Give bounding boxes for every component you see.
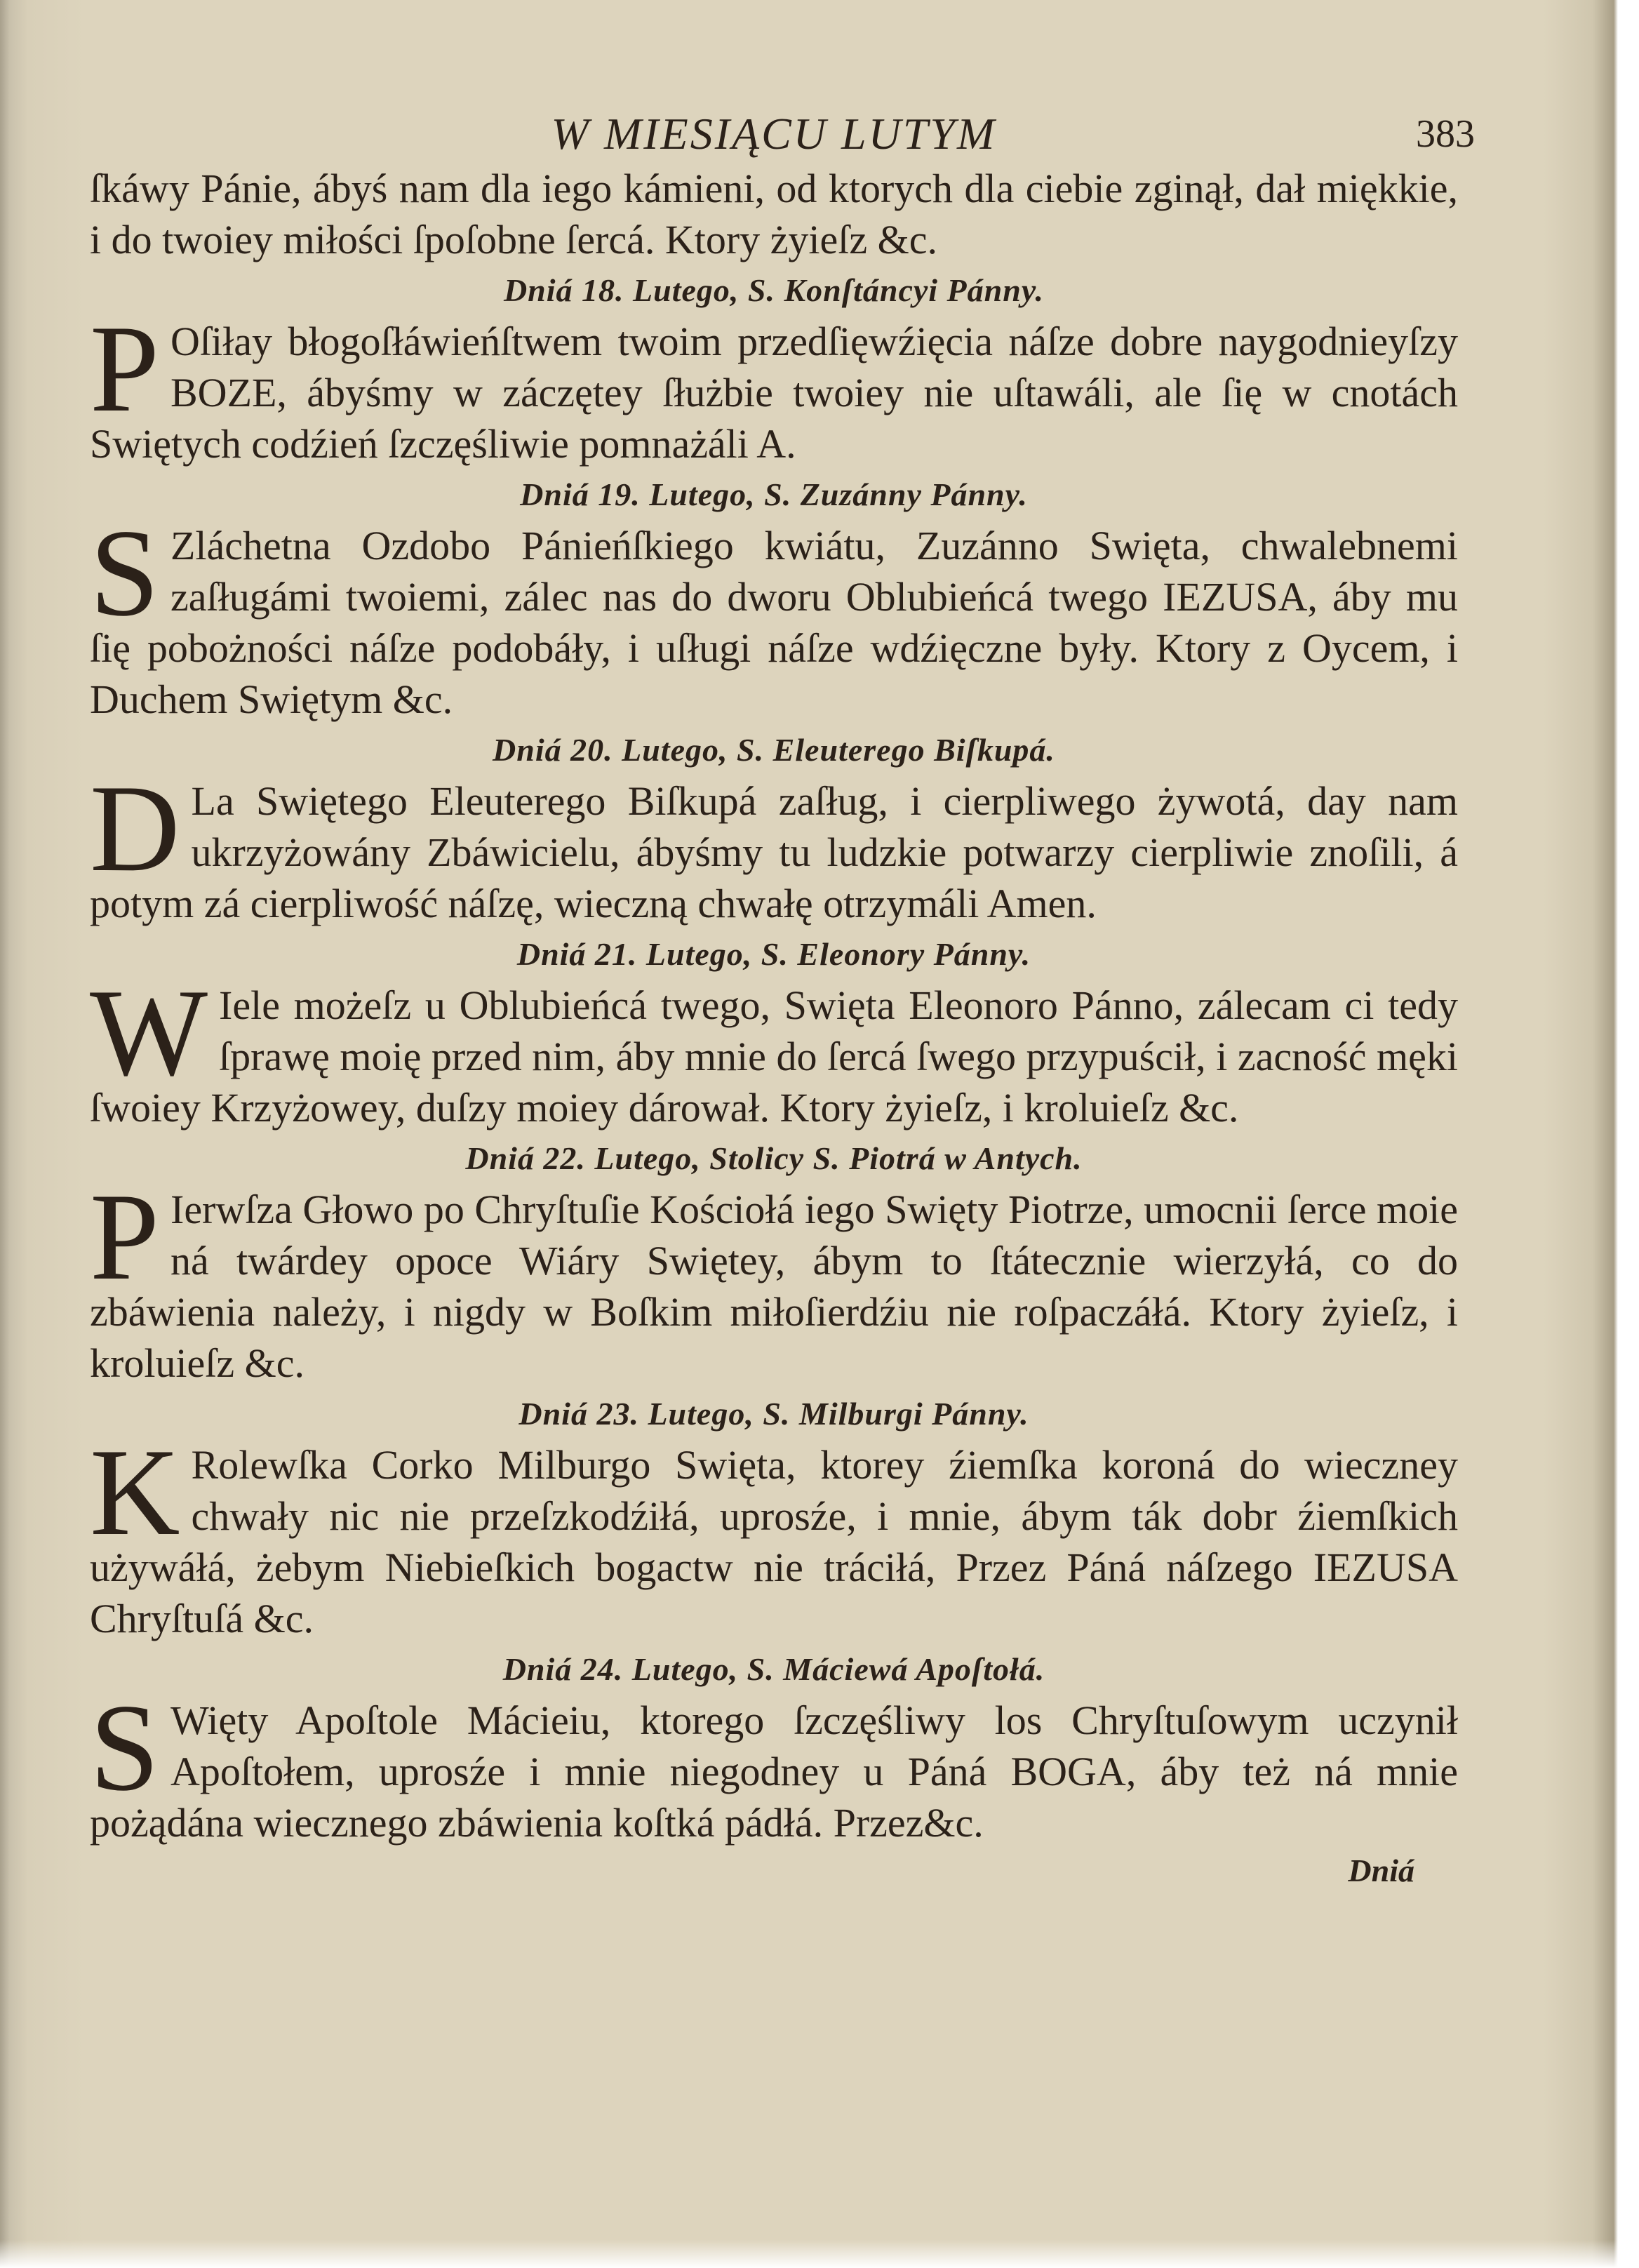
entry-body: Więty Apoſtole Mácieiu, ktorego ſzczęśliwy los Chryſtuſowym uczynił Apoſtołem, uprosźe i mnie niegodney u Páná BOGA, áby też ná mnie pożądána wiecznego zbáwienia koſtká pádłá. Przez&c. xyxy=(90,1697,1458,1846)
drop-initial: S xyxy=(90,503,159,642)
drop-initial: D xyxy=(90,759,180,898)
drop-initial: P xyxy=(90,299,159,438)
opening-paragraph: ſkáwy Pánie, ábyś nam dla iego kámieni, od ktorych dla ciebie zginął, dał miękkie, i do twoiey miłości ſpoſobne ſercá. Ktory żyieſz &c. xyxy=(90,166,1458,262)
prayer-entry xyxy=(90,1133,1458,1389)
entry-heading: Dniá 20. Lutego, S. Eleuterego Biſkupá. xyxy=(493,732,1055,768)
entry-text xyxy=(90,1422,1458,1644)
prayer-entry xyxy=(90,929,1458,1133)
prayer-entry xyxy=(90,1644,1458,1848)
page-text-block xyxy=(90,105,1475,1893)
entry-heading: Dniá 19. Lutego, S. Zuzánny Pánny. xyxy=(520,476,1028,512)
header-title: W MIESIĄCU LUTYM xyxy=(551,109,997,159)
drop-initial: W xyxy=(90,963,208,1102)
entry-heading: Dniá 23. Lutego, S. Milburgi Pánny. xyxy=(519,1396,1029,1432)
entry-body: Rolewſka Corko Milburgo Swięta, ktorey źiemſka koroná do wieczney chwały nic nie przeſzkodźiłá, uprosźe, i mnie, ábym ták dobr źiemſkich używáłá, żebym Niebieſkich bogactw nie tráciłá, Przez Páná náſzego IEZUSA Chryſtuſá &c. xyxy=(90,1442,1458,1641)
entry-body: Iele możeſz u Oblubieńcá twego, Swięta Eleonoro Pánno, zálecam ci tedy ſprawę moię przed nim, áby mnie do ſercá ſwego przypuścił, i zacność męki ſwoiey Krzyżowey, duſzy moiey dárował. Ktory żyieſz, i kroluieſz &c. xyxy=(90,982,1458,1130)
entry-heading: Dniá 18. Lutego, S. Konſtáncyi Pánny. xyxy=(503,272,1045,308)
entry-heading: Dniá 21. Lutego, S. Eleonory Pánny. xyxy=(516,936,1031,972)
entry-text xyxy=(90,759,1458,929)
entry-body: Ierwſza Głowo po Chryſtuſie Kościołá iego Swięty Piotrze, umocnii ſerce moie ná twárdey opoce Wiáry Swiętey, ábym to ſtátecznie wierzyłá, co do zbáwienia należy, i nigdy w Boſkim miłoſierdźiu nie roſpaczáłá. Ktory żyieſz, i kroluieſz &c. xyxy=(90,1187,1458,1386)
entry-text xyxy=(90,1678,1458,1848)
entry-body: Oſiłay błogoſłáwieńſtwem twoim przedſięwźięcia náſze dobre naygodnieyſzy BOZE, ábyśmy w záczętey ſłużbie twoiey nie uſtawáli, ale ſię w cnotách Swiętych codźień ſzczęśliwie pomnażáli A. xyxy=(90,319,1458,467)
entry-text xyxy=(90,299,1458,469)
entry-body: Zláchetna Ozdobo Pánieńſkiego kwiátu, Zuzánno Swięta, chwalebnemi zaſługámi twoiemi, zálec nas do dworu Oblubieńcá twego IEZUSA, áby mu ſię pobożności náſze podobáły, i uſługi náſze wdźięczne były. Ktory z Oycem, i Duchem Swiętym &c. xyxy=(90,523,1458,722)
catchword: Dniá xyxy=(1348,1853,1414,1888)
entry-text xyxy=(90,963,1458,1133)
page-number: 383 xyxy=(1416,112,1475,156)
entry-body: La Swiętego Eleuterego Biſkupá zaſług, i cierpliwego żywotá, day nam ukrzyżowány Zbáwicielu, ábyśmy tu ludzkie potwarzy cierpliwie znoſili, á potym zá cierpliwość náſzę, wieczną chwałę otrzymáli Amen. xyxy=(90,778,1458,926)
running-header xyxy=(90,105,1475,163)
prayer-entry xyxy=(90,725,1458,929)
entry-heading: Dniá 22. Lutego, Stolicy S. Piotrá w Antych. xyxy=(465,1140,1083,1176)
prayer-entry xyxy=(90,265,1458,469)
entry-text xyxy=(90,1167,1458,1389)
drop-initial: S xyxy=(90,1678,159,1817)
prayer-entry xyxy=(90,469,1458,725)
entry-heading: Dniá 24. Lutego, S. Máciewá Apoſtołá. xyxy=(502,1651,1045,1687)
entry-text xyxy=(90,503,1458,725)
drop-initial: P xyxy=(90,1167,159,1306)
drop-initial: K xyxy=(90,1422,180,1561)
prayer-entry xyxy=(90,1389,1458,1644)
